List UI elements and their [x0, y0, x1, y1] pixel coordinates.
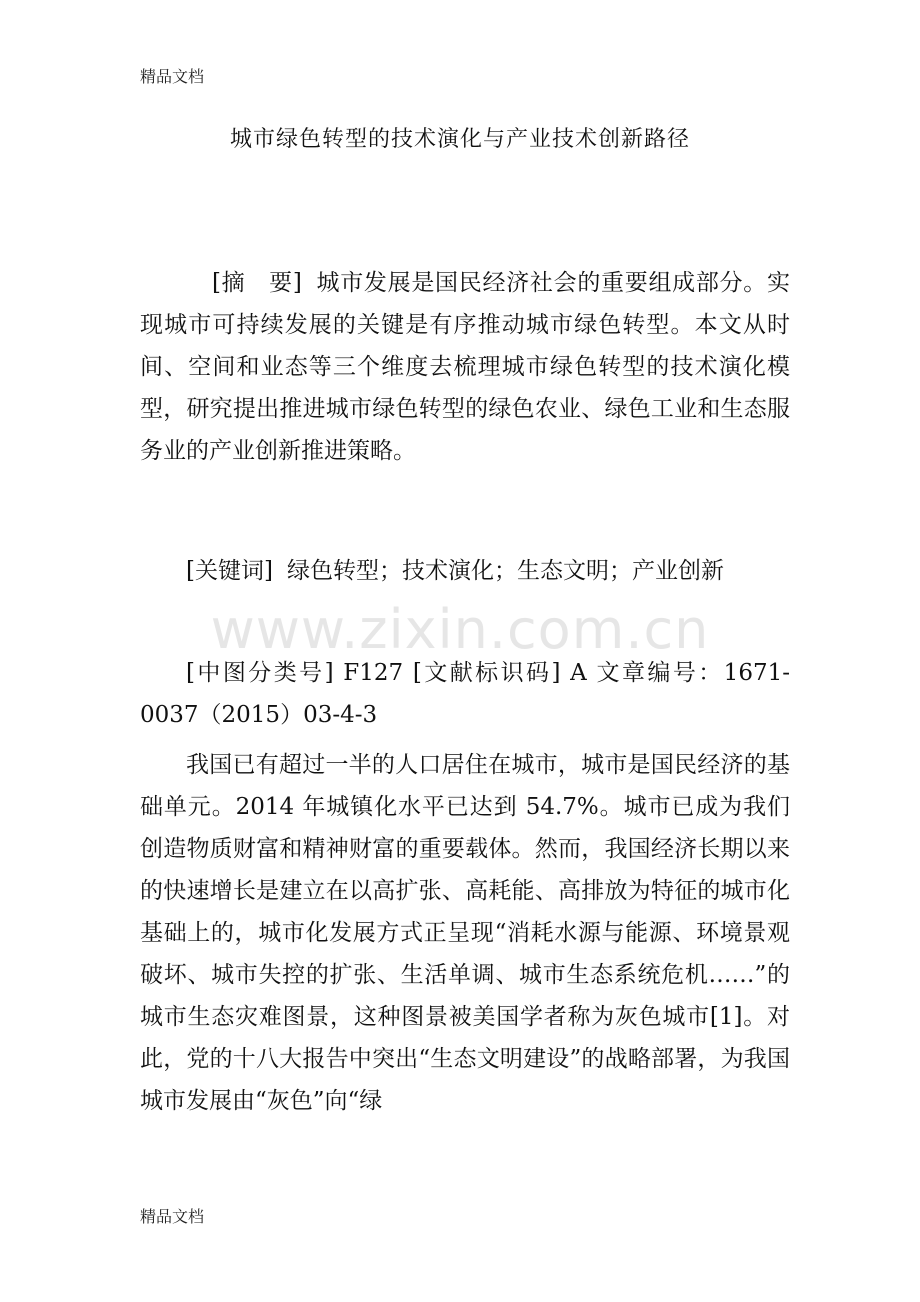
- keywords-label: [关键词]: [186, 558, 273, 584]
- body-paragraph: 我国已有超过一半的人口居住在城市，城市是国民经济的基础单元。2014 年城镇化水平已达到 54.7%。城市已成为我们创造物质财富和精神财富的重要载体。然而，我国经济长期以来的快速增长是建立在以高扩张、高耗能、高排放为特征的城市化基础上的，城市化发展方式正呈现“消耗水源与能源、环境景观破坏、城市失控的扩张、生活单调、城市生态系统危机……”的城市生态灾难图景，这种图景被美国学者称为灰色城市[1]。对此，党的十八大报告中突出“生态文明建设”的战略部署，为我国城市发展由“灰色”向“绿: [140, 752, 790, 1114]
- classification-paragraph: [中图分类号] F127 [文献标识码] A 文章编号：1671-0037（2015）03-4-3: [140, 660, 790, 728]
- watermark: www.zixin.com.cn: [210, 598, 710, 661]
- keywords-paragraph: [140, 550, 790, 592]
- abstract-paragraph: [140, 262, 790, 472]
- abstract-text: 城市发展是国民经济社会的重要组成部分。实现城市可持续发展的关键是有序推动城市绿色转型。本文从时间、空间和业态等三个维度去梳理城市绿色转型的技术演化模型，研究提出推进城市绿色转型的绿色农业、绿色工业和生态服务业的产业创新推进策略。: [140, 270, 791, 464]
- document-title: 城市绿色转型的技术演化与产业技术创新路径: [229, 127, 690, 152]
- page-footer-label: 精品文档: [140, 1207, 205, 1226]
- abstract-label: [摘 要]: [212, 270, 302, 296]
- page-header-label: 精品文档: [140, 67, 205, 86]
- keywords-text: 绿色转型；技术演化；生态文明；产业创新: [286, 558, 724, 584]
